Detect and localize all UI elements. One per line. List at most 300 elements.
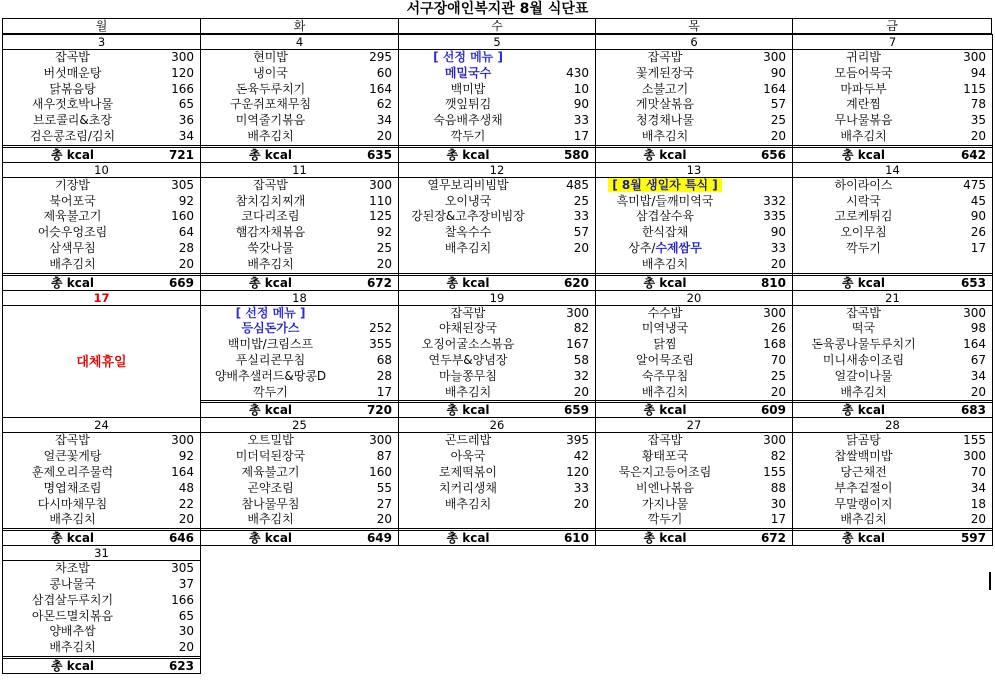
day-cell [596,290,793,418]
menu-item-kcal: 300 [566,305,589,320]
menu-item-name: 야채된장국 [439,321,497,336]
menu-item-name: 미역줄기볶음 [235,113,306,128]
menu-item-kcal: 295 [369,50,392,64]
day-cell [3,290,201,418]
day-cell [201,162,399,290]
menu-item-name: 북어포국 [49,193,96,208]
menu-item [399,449,595,465]
menu-item-name: 배추김치 [444,496,492,511]
menu-item [596,481,792,497]
week-row [3,290,993,418]
day-cell [201,290,399,418]
total-row [201,400,398,417]
total-label: 총 kcal [643,403,687,418]
day-cell [399,35,596,163]
menu-item-kcal: 36 [178,113,194,128]
total-row [793,528,992,545]
menu-item-kcal: 65 [178,608,194,623]
special-menu-tag: [ 선정 메뉴 ] [433,50,503,64]
menu-item-kcal: 300 [369,433,392,448]
date-label: 12 [399,163,595,178]
menu-item [201,449,398,465]
total-kcal: 642 [960,147,986,162]
menu-item-kcal: 300 [763,50,786,64]
menu-item-name: 무말랭이지 [834,496,893,511]
menu-item [201,129,398,145]
menu-item-name: 아몬드멸치볶음 [31,608,114,623]
menu-item-name: 닭볶음탕 [49,81,96,96]
menu-item-kcal: 305 [171,561,194,576]
menu-item-kcal: 70 [970,464,986,479]
empty-cell [201,546,399,674]
empty-cell [596,546,793,674]
menu-item [3,577,200,593]
menu-item-kcal: 28 [178,240,194,255]
menu-item [596,257,792,273]
menu-item-kcal: 82 [573,321,589,336]
menu-item-kcal: 115 [963,81,986,96]
menu-item [793,385,992,401]
menu-item-kcal: 120 [566,464,589,479]
menu-item [3,624,200,640]
menu-item-name: 찹쌀백미밥 [834,449,893,464]
total-row [3,273,200,290]
menu-item [596,97,792,113]
menu-item [201,50,398,66]
menu-item-kcal: 168 [763,337,786,352]
menu-item-name: 배추김치 [247,128,294,143]
week-row [3,418,993,546]
menu-item-name: 배추김치 [247,256,294,271]
menu-item-kcal: 48 [178,480,194,495]
menu-item-name: 알어묵조림 [636,352,694,367]
total-label: 총 kcal [446,531,490,546]
holiday-label: 대체휴일 [76,354,127,370]
menu-item-kcal: 164 [963,337,986,352]
menu-item [201,209,398,225]
menu-item-kcal: 166 [171,81,194,96]
day-cell [3,418,201,546]
menu-item-kcal: 17 [770,512,786,527]
total-row [399,528,595,545]
menu-item [3,209,200,225]
menu-item-kcal: 70 [770,352,786,367]
menu-item-kcal: 30 [770,496,786,511]
menu-item [399,241,595,257]
menu-item-kcal: 37 [178,576,194,591]
menu-table [2,34,993,674]
menu-item-kcal: 90 [770,225,786,240]
menu-item-kcal: 300 [963,305,986,320]
day-cell [596,418,793,546]
menu-item [596,369,792,385]
total-kcal: 656 [760,147,786,162]
menu-item-kcal: 22 [178,496,194,511]
menu-item-name: 삼겹살수육 [636,209,694,224]
total-row [399,273,595,290]
menu-item [3,257,200,273]
date-label: 18 [201,291,398,306]
menu-item [596,113,792,129]
menu-item-kcal: 82 [770,449,786,464]
menu-item-name: 강된장&고추장비빔장 [411,209,525,224]
menu-item-name: 소불고기 [641,81,689,96]
menu-item [596,209,792,225]
menu-item [3,66,200,82]
menu-item-name: 삼겹살두루치기 [31,592,114,607]
special-menu-tag: [ 8월 생일자 특식 ] [608,178,722,192]
menu-item [201,481,398,497]
total-kcal: 646 [168,531,194,546]
day-cell [3,546,201,674]
menu-item [3,97,200,113]
menu-item-kcal: 305 [171,177,194,192]
menu-item-name: 찰옥수수 [444,225,492,240]
menu-item-kcal: 88 [770,480,786,495]
date-label: 19 [399,291,595,306]
menu-item-kcal: 92 [178,449,194,464]
menu-item-kcal: 26 [770,321,786,336]
menu-item-kcal: 160 [369,464,392,479]
menu-item-name: 제육불고기 [43,209,102,224]
total-kcal: 653 [960,275,986,290]
total-kcal: 610 [563,531,589,546]
total-label: 총 kcal [446,147,490,162]
menu-item-name: 현미밥 [253,50,288,64]
menu-item-name: 돈육두루치기 [235,81,306,96]
total-label: 총 kcal [841,531,886,546]
menu-item-kcal: 98 [970,321,986,336]
menu-item-kcal: 20 [770,256,786,271]
menu-item-name: 잡곡밥 [55,433,90,448]
menu-item-name: 깻잎튀김 [444,97,492,112]
menu-item [201,82,398,98]
menu-item-name: 잡곡밥 [846,305,881,320]
menu-item [3,512,200,528]
menu-item [399,306,595,322]
total-kcal: 609 [760,403,786,418]
menu-item-name: 수수밥 [647,305,683,320]
menu-item [793,481,992,497]
menu-item-name: 차조밥 [55,561,90,576]
day-cell [793,290,993,418]
menu-item-kcal: 58 [573,352,589,367]
menu-item [596,512,792,528]
menu-item [793,66,992,82]
menu-item-name: 버섯매운탕 [43,65,102,80]
menu-item [3,433,200,449]
menu-item [201,306,398,322]
date-label: 26 [399,418,595,433]
menu-item [596,497,792,513]
menu-item-name: 숙주무침 [641,368,689,383]
total-kcal: 659 [563,403,589,418]
menu-item [793,241,992,257]
menu-item [793,369,992,385]
menu-item [399,433,595,449]
menu-item-kcal: 155 [763,464,786,479]
day-cell [399,162,596,290]
total-label: 총 kcal [248,531,293,546]
date-label: 14 [793,163,992,178]
menu-item [793,178,992,194]
menu-item [201,465,398,481]
menu-item-kcal [537,512,595,528]
menu-item [399,225,595,241]
menu-item-kcal: 300 [171,433,194,448]
date-label: 28 [793,418,992,433]
menu-item-name: 마파두부 [840,81,887,96]
menu-item [201,497,398,513]
menu-item-name: 잡곡밥 [450,305,486,320]
menu-item-name: 미더덕된장국 [235,449,306,464]
total-label: 총 kcal [50,658,95,673]
menu-item [399,209,595,225]
menu-item-name [793,257,934,273]
menu-item-name: 백미밥 [450,81,486,96]
menu-item-name: 치커리생채 [439,480,497,495]
menu-item-kcal [340,306,398,322]
menu-item-kcal: 42 [573,449,589,464]
menu-item [201,241,398,257]
menu-item [3,129,200,145]
menu-item [793,306,992,322]
menu-item [201,337,398,353]
menu-item-kcal: 430 [566,65,589,80]
day-cell [399,418,596,546]
menu-item-kcal: 32 [573,368,589,383]
menu-item-name: 구운쥐포채무침 [229,97,312,112]
total-row [793,145,992,162]
menu-item-name: 숙음배추생채 [433,113,503,128]
menu-item [399,353,595,369]
total-kcal: 669 [168,275,194,290]
menu-item-kcal: 300 [963,50,986,64]
menu-item [3,82,200,98]
total-label: 총 kcal [248,147,293,162]
menu-item-name: 묵은지고등어조림 [618,464,712,479]
menu-item-kcal: 64 [178,225,194,240]
total-row [201,273,398,290]
menu-item [201,353,398,369]
menu-item [793,433,992,449]
menu-item-kcal: 300 [763,305,786,320]
menu-item-name: 기장밥 [55,177,90,192]
menu-item-name: 얼갈이나물 [834,368,893,383]
menu-item-kcal: 28 [376,368,392,383]
menu-item-name: 돈육콩나물두루치기 [811,337,916,352]
menu-item-kcal: 27 [376,496,392,511]
menu-item [201,225,398,241]
menu-item-name: 배추김치 [641,256,689,271]
menu-item-kcal: 300 [763,433,786,448]
total-label: 총 kcal [841,275,886,290]
menu-item [793,512,992,528]
menu-item-name: 미니새송이조림 [822,352,905,367]
menu-item-kcal: 25 [770,368,786,383]
menu-item [3,497,200,513]
menu-item-kcal: 87 [376,449,392,464]
menu-item [399,82,595,98]
day-cell [793,162,993,290]
menu-item-kcal: 20 [970,384,986,399]
menu-item-name: 곤약조림 [247,480,294,495]
menu-item-kcal: 164 [369,81,392,96]
highlight-text: 수제쌈무 [655,240,702,255]
day-cell [399,290,596,418]
menu-item-name: 청경채나물 [636,113,694,128]
menu-item-name: 깍두기 [846,240,881,255]
menu-item [399,257,595,273]
date-label: 25 [201,418,398,433]
menu-item [201,321,398,337]
menu-item-name: 황태포국 [641,449,689,464]
menu-item [3,465,200,481]
menu-item-kcal: 17 [970,240,986,255]
total-kcal: 580 [563,147,589,162]
menu-item-name: 로제떡볶이 [439,464,497,479]
menu-item-kcal: 55 [376,480,392,495]
menu-item [793,225,992,241]
menu-item-name: 다시마채무침 [37,496,108,511]
menu-item [793,449,992,465]
menu-item [793,194,992,210]
menu-item-name: 어슷우엉조림 [37,225,108,240]
menu-item [399,129,595,145]
menu-item-name: 잡곡밥 [55,50,90,64]
menu-item [596,178,792,194]
menu-item-name: 푸실리콘무침 [235,352,306,367]
total-row [596,145,792,162]
menu-item-kcal: 252 [369,321,392,336]
menu-item [596,129,792,145]
menu-item [596,225,792,241]
special-menu-label [399,50,537,66]
menu-item-kcal: 20 [178,512,194,527]
total-kcal: 672 [366,275,392,290]
day-cell [596,162,793,290]
menu-item-name: 새우젓호박나물 [31,97,114,112]
menu-item-kcal: 18 [970,496,986,511]
menu-item [3,241,200,257]
menu-item [201,433,398,449]
menu-item-name: 배추김치 [247,512,294,527]
menu-item-kcal: 355 [369,337,392,352]
menu-item-kcal: 166 [171,592,194,607]
menu-item-name: 상추/수제쌈무 [628,240,702,255]
menu-item-kcal: 33 [770,240,786,255]
menu-item [3,113,200,129]
total-label: 총 kcal [248,275,293,290]
day-header-thu: 목 [595,18,793,34]
menu-item [399,97,595,113]
menu-item [793,82,992,98]
menu-item-kcal: 25 [376,240,392,255]
menu-item [596,449,792,465]
total-label: 총 kcal [643,531,687,546]
menu-item-name: 오트밀밥 [247,433,294,448]
menu-item [596,321,792,337]
menu-item-name: 연두부&양념장 [428,352,508,367]
menu-item-name: 배추김치 [49,256,96,271]
menu-item [596,465,792,481]
date-label: 21 [793,291,992,306]
total-row [3,656,200,673]
menu-item-kcal: 33 [573,480,589,495]
menu-item-kcal: 20 [573,240,589,255]
menu-item [3,640,200,656]
menu-item [596,241,792,257]
menu-item-name: 쑥갓나물 [247,240,294,255]
menu-item-name: 오징어굴소스볶음 [421,337,515,352]
empty-cell [399,546,596,674]
menu-item-kcal: 26 [970,225,986,240]
menu-item [201,97,398,113]
day-cell [793,418,993,546]
menu-item [596,306,792,322]
menu-item [399,113,595,129]
menu-item-name: 시락국 [846,193,881,208]
menu-item [793,209,992,225]
menu-item-name: 당근채전 [840,464,887,479]
menu-item-kcal: 475 [963,177,986,192]
menu-item-kcal: 34 [970,368,986,383]
menu-item-kcal [537,50,595,66]
menu-item [596,194,792,210]
menu-item [201,385,398,401]
menu-item-name: 고로케튀김 [834,209,893,224]
menu-item [399,178,595,194]
menu-item-kcal: 30 [178,624,194,639]
total-row [399,400,595,417]
special-menu-label [596,178,734,194]
total-label: 총 kcal [50,147,95,162]
text-cursor [989,572,991,590]
menu-item-kcal: 20 [376,128,392,143]
menu-item-kcal: 125 [369,209,392,224]
menu-item-name: 잡곡밥 [647,50,683,64]
menu-item [201,194,398,210]
menu-item-kcal: 90 [573,97,589,112]
menu-item-kcal: 395 [566,433,589,448]
menu-item-name: 모듬어묵국 [834,65,893,80]
menu-item-name: 코다리조림 [241,209,300,224]
day-cell [201,418,399,546]
menu-item-kcal: 17 [376,384,392,399]
date-label: 11 [201,163,398,178]
menu-item [3,225,200,241]
menu-item [3,178,200,194]
menu-item-name: 부추겉절이 [834,480,893,495]
menu-item-kcal: 20 [178,640,194,655]
menu-item-kcal: 20 [770,384,786,399]
total-label: 총 kcal [50,275,95,290]
day-cell [793,35,993,163]
date-label: 27 [596,418,792,433]
menu-item-name: 배추김치 [840,512,887,527]
day-cell [3,162,201,290]
menu-item-name: 콩나물국 [49,576,96,591]
menu-item-kcal: 20 [573,384,589,399]
menu-item [793,257,992,273]
menu-item-kcal: 20 [970,128,986,143]
menu-item-kcal: 300 [369,177,392,192]
day-cell [596,35,793,163]
menu-item-name: 브로콜리&초장 [33,113,112,128]
menu-item-name: 명엽채조림 [43,480,102,495]
menu-item-name: 닭곰탕 [846,433,881,448]
menu-item [201,257,398,273]
